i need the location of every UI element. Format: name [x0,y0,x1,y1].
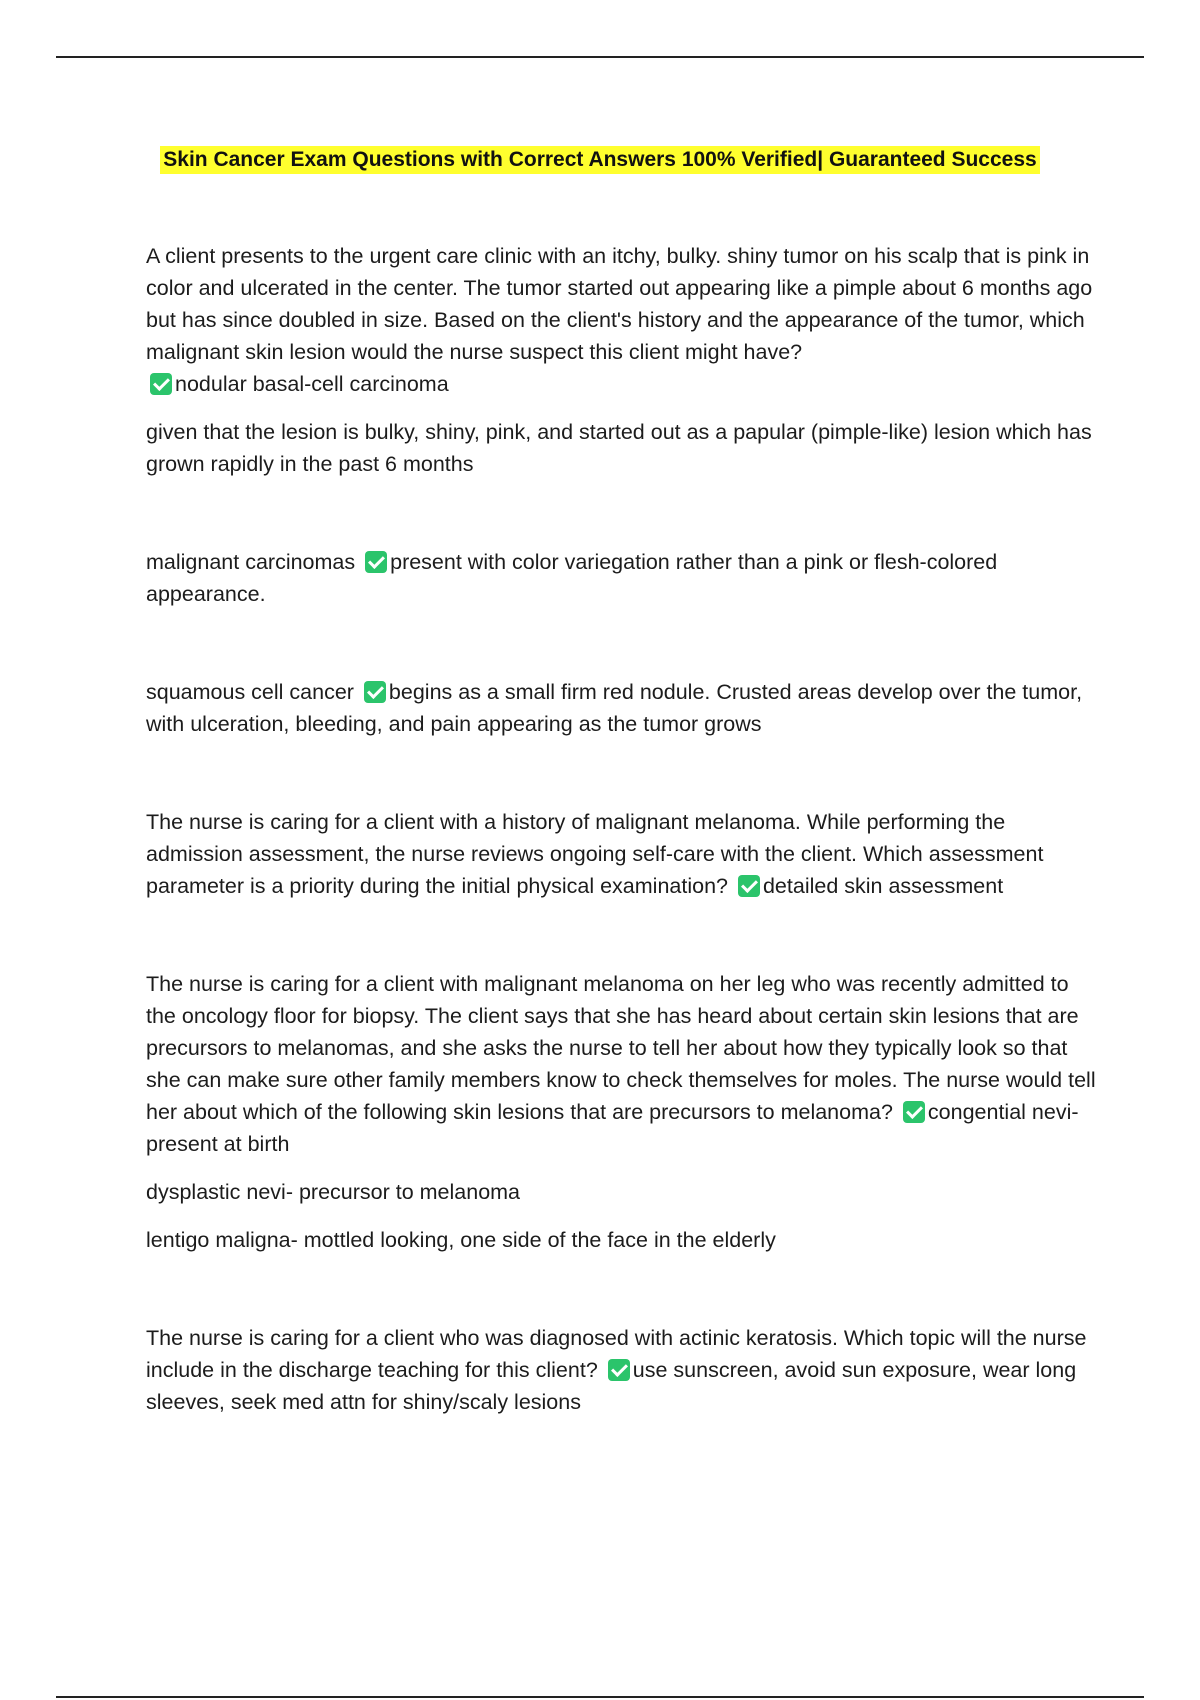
document-title: Skin Cancer Exam Questions with Correct Answers 100% Verified| Guaranteed Success [160,146,1039,174]
checkmark-icon [365,551,387,573]
qa-item [146,806,1096,902]
answer-text: congential nevi- present at birth [146,1100,1079,1156]
answer-text: detailed skin assessment [762,874,1004,898]
answer-text: nodular basal-cell carcinoma [175,372,449,396]
question-text: The nurse is caring for a client who was diagnosed with actinic keratosis. Which topic will the nurse include in the discharge teaching for this client? [146,1326,1087,1382]
checkmark-icon [608,1359,630,1381]
qa-item [146,240,1096,400]
answer-extra: dysplastic nevi- precursor to melanoma [146,1180,521,1204]
question-text: The nurse is caring for a client with a history of malignant melanoma. While performing the admission assessment, the nurse reviews ongoing self-care with the client. Which assessment parameter is a priority during the initial physical examination? [146,810,1044,898]
qa-item [146,968,1096,1160]
answer-extra: lentigo maligna- mottled looking, one side of the face in the elderly [146,1228,776,1252]
qa-item [146,676,1096,740]
checkmark-icon [364,681,386,703]
question-text: malignant carcinomas [146,550,356,574]
answer-text: present with color variegation rather than a pink or flesh-colored appearance. [146,550,998,606]
checkmark-icon [150,373,172,395]
bottom-rule [56,1696,1144,1698]
question-text: A client presents to the urgent care clinic with an itchy, bulky. shiny tumor on his scalp that is pink in color and ulcerated in the center. The tumor started out appearing like a pimple about 6 months ago but has since doubled in size. Based on the client's history and the appearance of the tumor, which malignant skin lesion would the nurse suspect this client might have? [146,244,1093,364]
answer-text: begins as a small firm red nodule. Crusted areas develop over the tumor, with ulceration, bleeding, and pain appearing as the tumor grows [146,680,1083,736]
checkmark-icon [738,875,760,897]
title-container [0,146,1200,174]
top-rule [56,56,1144,58]
qa-content [146,240,1096,1418]
answer-extra: given that the lesion is bulky, shiny, pink, and started out as a papular (pimple-like) lesion which has grown rapidly in the past 6 months [146,420,1092,476]
qa-item [146,1322,1096,1418]
answer-text: use sunscreen, avoid sun exposure, wear long sleeves, seek med attn for shiny/scaly lesions [146,1358,1077,1414]
question-text: The nurse is caring for a client with malignant melanoma on her leg who was recently admitted to the oncology floor for biopsy. The client says that she has heard about certain skin lesions that are precursors to melanomas, and she asks the nurse to tell her about how they typically look so that she can make sure other family members know to check themselves for moles. The nurse would tell her about which of the following skin lesions that are precursors to melanoma? [146,972,1096,1124]
qa-item [146,546,1096,610]
checkmark-icon [903,1101,925,1123]
question-text: squamous cell cancer [146,680,354,704]
